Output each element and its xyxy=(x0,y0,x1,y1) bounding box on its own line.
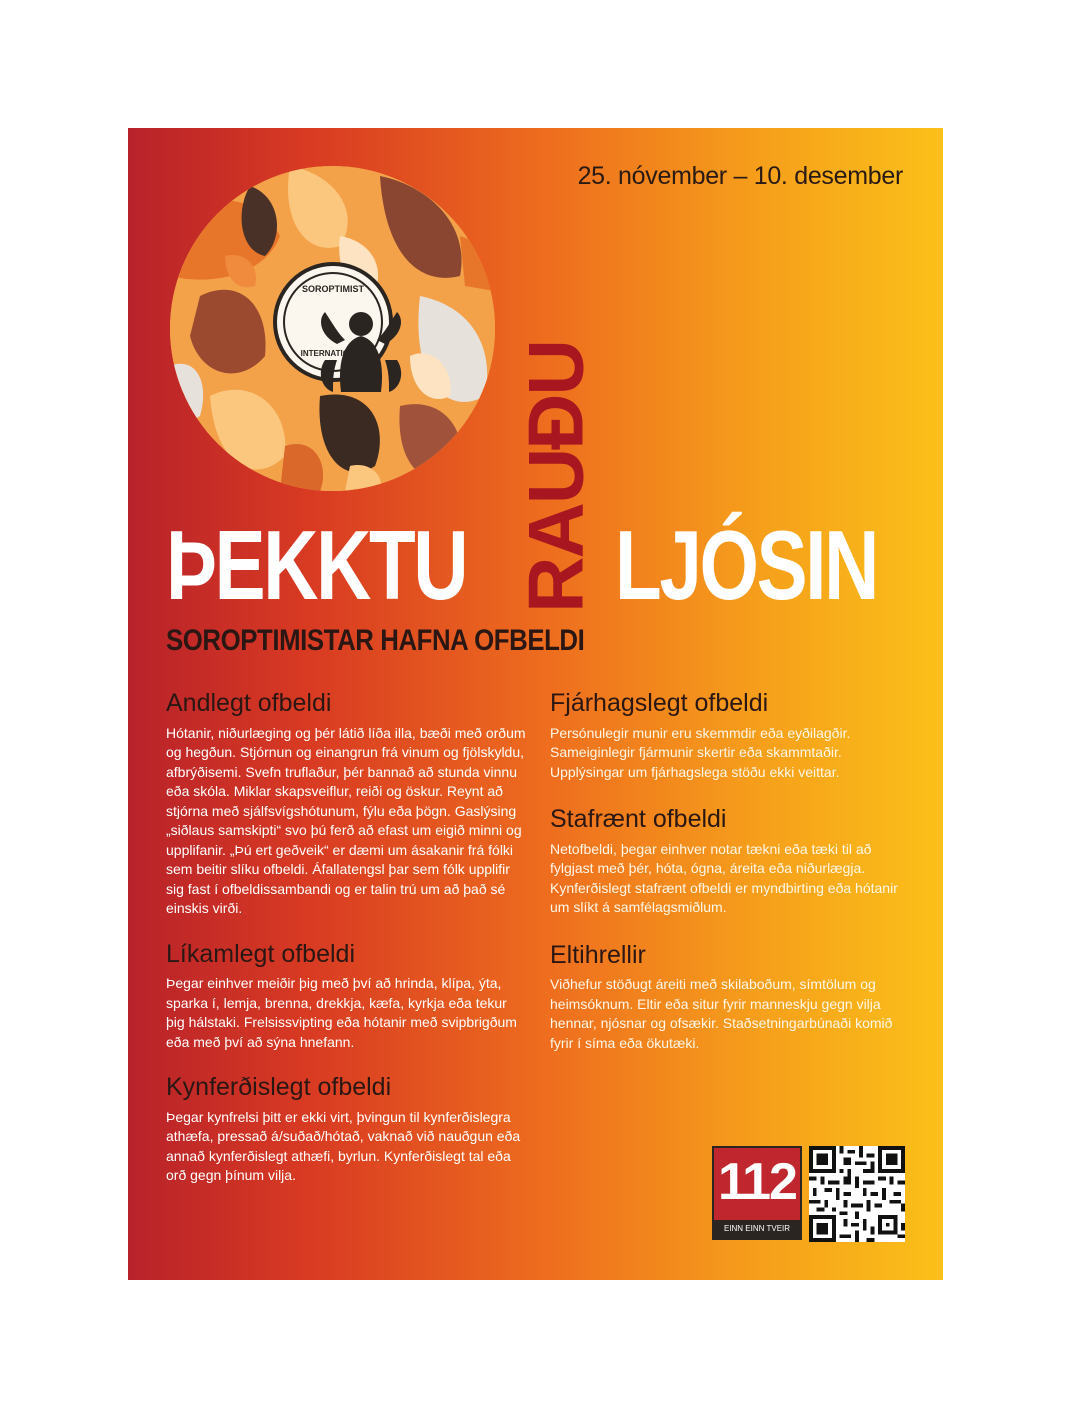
section-eltihrellir xyxy=(550,942,910,1054)
section-title: Fjárhagslegt ofbeldi xyxy=(550,689,769,717)
section-kynferdislegt xyxy=(166,1074,526,1186)
section-body: Netofbeldi, þegar einhver notar tækni eða tæki til að fylgjast með þér, hóta, ógna, áreita eða niðurlægja. Kynferðislegt stafrænt ofbeldi er myndbirting eða hótanir um slíkt á samfélagsmiðlum. xyxy=(550,840,898,915)
section-body: Þegar kynfrelsi þitt er ekki virt, þvingun til kynferðislegra athæfa, pressað á/suðað/hótað, vaknað við nauðgun eða annað kynferðislegt athæfi, byrlun. Kynferðislegt tal eða orð gegn þínum vilja. xyxy=(166,1108,521,1183)
soroptimist-logo xyxy=(273,262,393,382)
section-title: Stafrænt ofbeldi xyxy=(550,805,727,833)
section-body: Persónulegir munir eru skemmdir eða eyðilagðir. Sameiginlegir fjármunir skertir eða skammtaðir. Upplýsingar um fjárhagslega stöðu ekki veittar. xyxy=(550,724,851,780)
section-body: Þegar einhver meiðir þig með því að hrinda, klípa, ýta, sparka í, lemja, brenna, drekkja, kæfa, kyrkja eða tekur þig hálstaki. Frelsissvipting eða hótanir með svipbrigðum eða með því að sýna hnefann. xyxy=(166,975,517,1050)
left-column xyxy=(166,690,526,1208)
section-stafraent xyxy=(550,806,910,918)
section-body: Viðhefur stöðugt áreiti með skilaboðum, símtölum og heimsóknum. Eltir eða situr fyrir manneskju gegn vilja hennar, njósnar og ofsækir. Staðsetningarbúnaði komið fyrir í síma eða ökutæki. xyxy=(550,976,893,1051)
section-title: Líkamlegt ofbeldi xyxy=(166,939,356,968)
title-vertical-word xyxy=(511,341,600,613)
emergency-112-badge xyxy=(712,1146,802,1240)
title-vertical-text: RAUÐU xyxy=(511,341,600,613)
section-andlegt xyxy=(166,690,526,919)
title-left-word: ÞEKKTU xyxy=(166,510,467,620)
section-body: Hótanir, niðurlæging og þér látið líða illa, bæði með orðum og hegðun. Stjórnun og einangrun frá vinum og fjölskyldu, afbrýðisemi. Svefn truflaður, þér bannað að stunda vinnu eða skóla. Miklar skapsveiflur, reiði og öskur. Reynt að stjórna með sjálfsvígshótunum, fýlu eða þögn. Gaslýsing „siðlaus samskipti“ svo þú ferð að efast um eigið minni og upplifanir. „Þú ert geðveik“ er dæmi um ásakanir frá fólki sem beitir slíku ofbeldi. Áfallatengsl þar sem fólk upplifir sig fast í ofbeldissambandi og er talin trú um að það sé einskis virði. xyxy=(166,724,526,916)
title-right-word: LJÓSIN xyxy=(615,510,878,620)
qr-code[interactable] xyxy=(809,1146,905,1242)
section-likamlegt xyxy=(166,941,526,1053)
poster xyxy=(128,128,943,1280)
goddess-figure-icon xyxy=(313,300,409,396)
date-range: 25. nóvember – 10. desember xyxy=(577,162,903,190)
qr-code-icon xyxy=(809,1146,905,1242)
logo-bottom-text: INTERNATIONAL xyxy=(300,349,366,358)
emergency-number: 112 xyxy=(718,1153,796,1211)
right-column xyxy=(550,690,910,1077)
logo-top-text: SOROPTIMIST xyxy=(301,284,364,294)
logo-inner-ring xyxy=(283,272,383,372)
section-fjarhagslegt xyxy=(550,690,910,782)
subtitle: SOROPTIMISTAR HAFNA OFBELDI xyxy=(166,624,585,657)
section-title: Eltihrellir xyxy=(550,940,646,969)
section-title: Kynferðislegt ofbeldi xyxy=(166,1073,392,1101)
emergency-caption: EINN EINN TVEIR xyxy=(714,1220,800,1238)
section-title: Andlegt ofbeldi xyxy=(166,689,332,717)
faces-collage xyxy=(170,166,495,491)
